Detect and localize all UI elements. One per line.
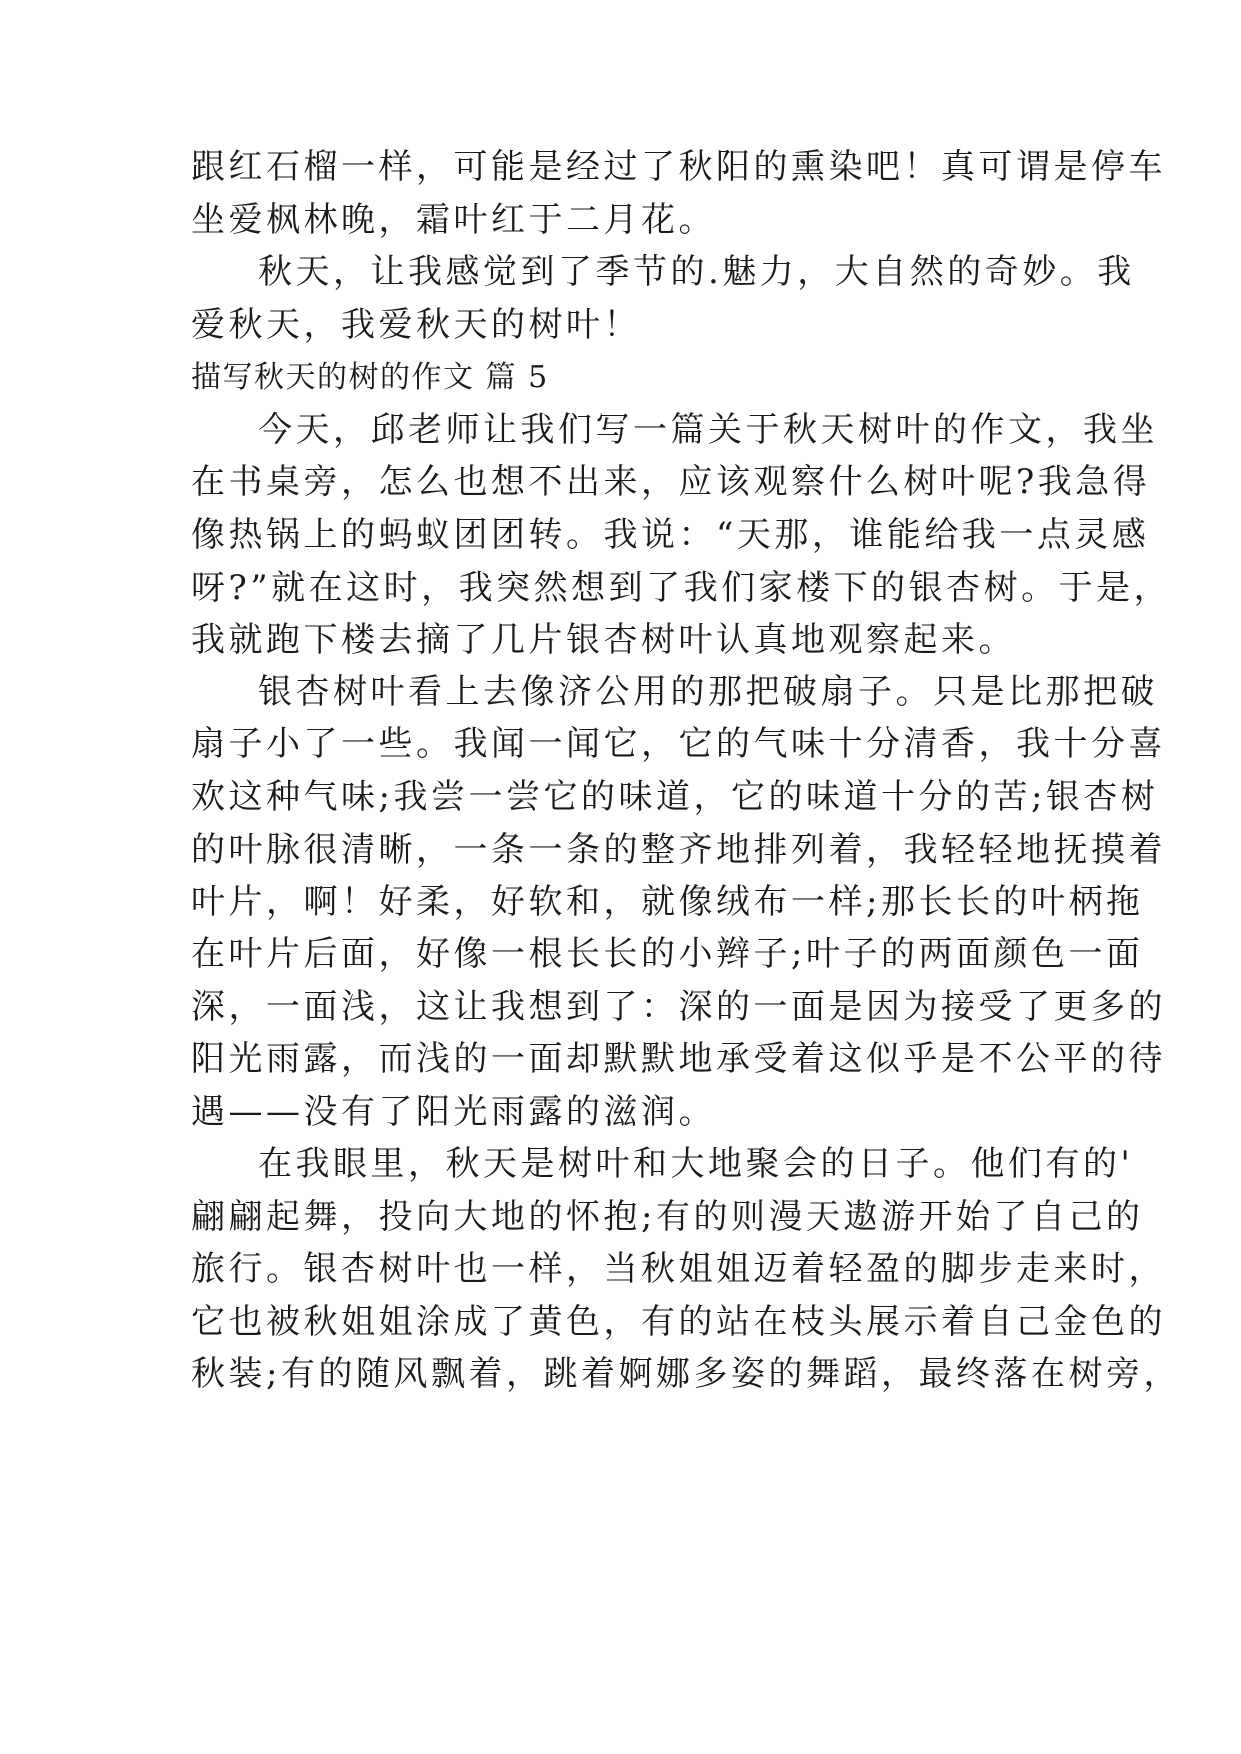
paragraph-line: 秋装;有的随风飘着，跳着婀娜多姿的舞蹈，最终落在树旁， — [191, 1354, 1181, 1394]
paragraph-line: 呀?”就在这时，我突然想到了我们家楼下的银杏树。于是， — [191, 568, 1172, 608]
paragraph-line: 的叶脉很清晰，一条一条的整齐地排列着，我轻轻地抚摸着 — [191, 830, 1166, 870]
paragraph-line: 翩翩起舞，投向大地的怀抱;有的则漫天遨游开始了自己的 — [191, 1197, 1144, 1237]
paragraph-line: 我就跑下楼去摘了几片银杏树叶认真地观察起来。 — [191, 620, 1016, 660]
paragraph-line: 遇——没有了阳光雨露的滋润。 — [191, 1092, 716, 1132]
paragraph-line: 今天，邱老师让我们写一篇关于秋天树叶的作文，我坐 — [258, 410, 1158, 450]
paragraph-line: 爱秋天，我爱秋天的树叶！ — [191, 305, 641, 345]
paragraph-line: 阳光雨露，而浅的一面却默默地承受着这似乎是不公平的待 — [191, 1039, 1166, 1079]
paragraph-line: 它也被秋姐姐涂成了黄色，有的站在枝头展示着自己金色的 — [191, 1302, 1166, 1342]
paragraph-line: 旅行。银杏树叶也一样，当秋姐姐迈着轻盈的脚步走来时， — [191, 1249, 1166, 1289]
paragraph-line: 叶片，啊！好柔，好软和，就像绒布一样;那长长的叶柄拖 — [191, 882, 1144, 922]
paragraph-line: 扇子小了一些。我闻一闻它，它的气味十分清香，我十分喜 — [191, 724, 1166, 764]
paragraph-line: 秋天，让我感觉到了季节的.魅力，大自然的奇妙。我 — [258, 252, 1135, 292]
section-heading: 描写秋天的树的作文 篇 5 — [191, 360, 549, 395]
paragraph-line: 深，一面浅，这让我想到了：深的一面是因为接受了更多的 — [191, 987, 1166, 1027]
paragraph-line: 欢这种气味;我尝一尝它的味道，它的味道十分的苦;银杏树 — [191, 777, 1159, 817]
paragraph-line: 在叶片后面，好像一根长长的小辫子;叶子的两面颜色一面 — [191, 934, 1144, 974]
paragraph-line: 像热锅上的蚂蚁团团转。我说：“天那，谁能给我一点灵感 — [191, 515, 1150, 555]
paragraph-line: 在我眼里，秋天是树叶和大地聚会的日子。他们有的' — [258, 1144, 1134, 1184]
paragraph-line: 银杏树叶看上去像济公用的那把破扇子。只是比那把破 — [258, 672, 1158, 712]
paragraph-line: 坐爱枫林晚，霜叶红于二月花。 — [191, 200, 716, 240]
paragraph-line: 跟红石榴一样，可能是经过了秋阳的熏染吧！真可谓是停车 — [191, 147, 1166, 187]
paragraph-line: 在书桌旁，怎么也想不出来，应该观察什么树叶呢?我急得 — [191, 462, 1151, 502]
